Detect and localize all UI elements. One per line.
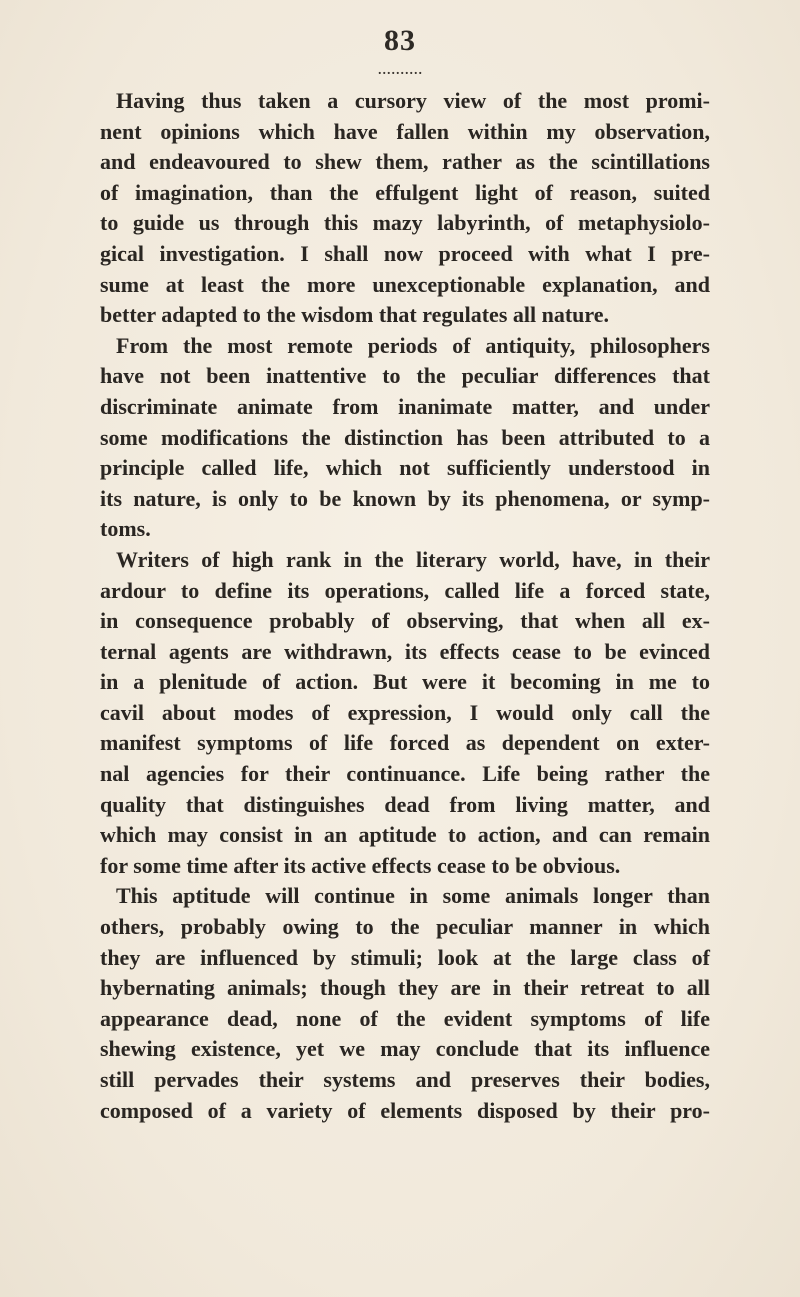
text-line: appearance dead, none of the evident symptoms of life <box>100 1005 710 1031</box>
text-line: gical investigation. I shall now proceed with what I pre- <box>100 240 710 266</box>
text-line: principle called life, which not sufficiently understood in <box>100 455 710 481</box>
text-line: manifest symptoms of life forced as dependent on exter- <box>100 730 710 756</box>
body-text <box>100 86 710 1126</box>
text-line: of imagination, than the effulgent light of reason, suited <box>100 179 710 205</box>
page-number: 83 <box>384 24 416 57</box>
text-line: ardour to define its operations, called life a forced state, <box>100 577 710 603</box>
text-line: in consequence probably of observing, that when all ex- <box>100 608 710 634</box>
text-line: still pervades their systems and preserves their bodies, <box>100 1067 710 1092</box>
text-line: others, probably owing to the peculiar manner in which <box>100 914 710 940</box>
text-line: cavil about modes of expression, I would only call the <box>100 699 710 725</box>
text-line: Writers of high rank in the literary world, have, in their <box>116 546 710 572</box>
text-line: which may consist in an aptitude to action, and can remain <box>100 822 710 848</box>
text-line: they are influenced by stimuli; look at the large class of <box>100 944 710 970</box>
text-line: shewing existence, yet we may conclude that its influence <box>100 1036 710 1062</box>
text-line: toms. <box>100 516 151 542</box>
text-line: composed of a variety of elements disposed by their pro- <box>100 1097 710 1123</box>
text-line: quality that distinguishes dead from living matter, and <box>100 791 710 817</box>
text-line: nent opinions which have fallen within my observation, <box>100 118 710 144</box>
text-line: ternal agents are withdrawn, its effects cease to be evinced <box>100 638 710 664</box>
text-line: in a plenitude of action. But were it becoming in me to <box>100 669 710 695</box>
text-line: and endeavoured to shew them, rather as the scintillations <box>100 149 710 175</box>
text-line: From the most remote periods of antiquity, philosophers <box>116 332 710 358</box>
text-line: some modifications the distinction has been attributed to a <box>100 424 710 450</box>
text-line: discriminate animate from inanimate matter, and under <box>100 393 710 419</box>
text-line: better adapted to the wisdom that regulates all nature. <box>100 302 610 328</box>
text-line: hybernating animals; though they are in their retreat to all <box>100 975 710 1001</box>
text-line: for some time after its active effects cease to be obvious. <box>100 852 621 878</box>
text-line: nal agencies for their continuance. Life being rather the <box>100 761 710 787</box>
text-line: This aptitude will continue in some animals longer than <box>116 883 710 909</box>
text-line: have not been inattentive to the peculiar differences that <box>100 363 710 389</box>
text-line: its nature, is only to be known by its phenomena, or symp- <box>100 485 710 511</box>
text-line: Having thus taken a cursory view of the most promi- <box>116 88 710 113</box>
signature-mark: .......... <box>377 58 423 78</box>
text-line: sume at least the more unexceptionable explanation, and <box>100 271 710 297</box>
text-line: to guide us through this mazy labyrinth, of metaphysiolo- <box>100 210 710 236</box>
